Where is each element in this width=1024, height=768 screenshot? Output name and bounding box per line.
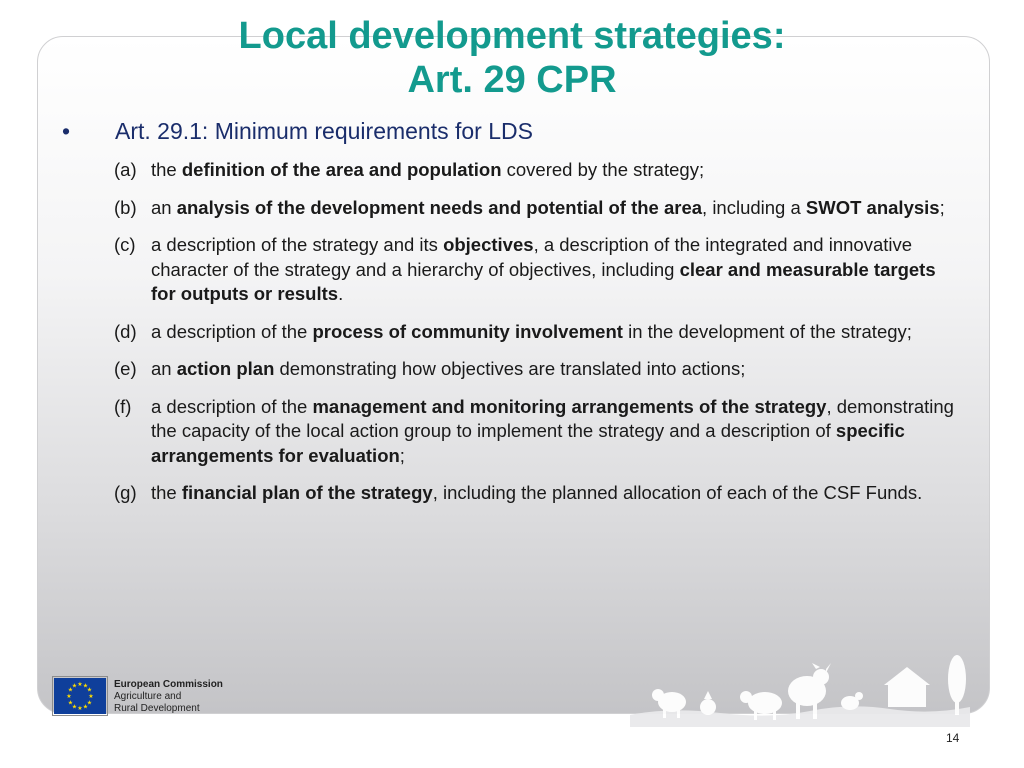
- list-item: [114, 357, 964, 382]
- eu-flag-icon: [54, 678, 106, 714]
- svg-text:★: ★: [71, 682, 78, 690]
- item-label: (e): [114, 358, 137, 379]
- item-bold-text: process of community involvement: [312, 320, 623, 342]
- org-dg-line-1: Agriculture and: [114, 691, 182, 702]
- org-dg-line-2: Rural Development: [114, 703, 200, 714]
- item-bold-text: definition of the area and population: [181, 159, 502, 180]
- item-label: (f): [114, 395, 132, 417]
- ec-logo: [54, 678, 223, 714]
- svg-text:★: ★: [77, 705, 83, 712]
- item-text: ;: [399, 444, 405, 466]
- item-text: a description of the: [151, 320, 313, 342]
- list-item: [114, 320, 964, 345]
- item-label: (a): [114, 159, 137, 180]
- svg-text:★: ★: [77, 681, 83, 688]
- svg-text:★: ★: [86, 699, 93, 707]
- item-label: (c): [114, 234, 136, 255]
- requirements-list: [114, 158, 964, 519]
- item-text: , including a: [702, 196, 806, 218]
- org-name: European Commission: [114, 679, 223, 690]
- page-number: 14: [946, 731, 960, 745]
- item-label: (b): [114, 196, 137, 218]
- item-bold-text: specific arrangements for evaluation: [151, 420, 905, 466]
- item-bold-text: objectives: [443, 234, 534, 255]
- svg-text:★: ★: [86, 686, 93, 694]
- svg-text:★: ★: [82, 703, 89, 711]
- slide-title: [0, 14, 1024, 102]
- item-bold-text: financial plan of the strategy: [181, 482, 433, 503]
- item-text: an: [151, 358, 177, 379]
- item-bold-text: action plan: [176, 358, 275, 379]
- farm-animals-silhouette: [630, 655, 980, 732]
- svg-text:★: ★: [88, 693, 94, 700]
- list-item: [114, 196, 964, 221]
- item-text: the: [151, 482, 182, 503]
- item-text: in the development of the strategy;: [622, 320, 912, 342]
- item-text: , demonstrating the capacity of the local action group to implement the strategy and a description of: [151, 395, 954, 441]
- item-text: a description of the strategy and its: [151, 234, 444, 255]
- item-bold-text: clear and measurable targets for outputs or results: [151, 258, 936, 304]
- list-item: [114, 395, 964, 469]
- item-text: , including the planned allocation of each of the CSF Funds.: [432, 482, 923, 503]
- organisation-name: [114, 679, 223, 715]
- item-text: a description of the: [151, 395, 313, 417]
- item-text: covered by the strategy;: [501, 159, 705, 180]
- svg-text:★: ★: [67, 686, 74, 694]
- item-text: , a description of the integrated and innovative character of the strategy and a hierarchy of objectives, including: [151, 234, 913, 280]
- title-line-2: Art. 29 CPR: [407, 59, 617, 101]
- item-text: .: [338, 283, 344, 304]
- bullet-text: Art. 29.1: Minimum requirements for LDS: [115, 118, 533, 144]
- item-bold-text: SWOT analysis: [805, 196, 940, 218]
- item-label: (g): [114, 482, 137, 503]
- svg-text:★: ★: [71, 703, 78, 711]
- svg-text:★: ★: [66, 693, 72, 700]
- list-item: [114, 481, 964, 506]
- item-bold-text: management and monitoring arrangements of the strategy: [312, 395, 827, 417]
- list-item: [114, 233, 964, 307]
- svg-text:★: ★: [67, 699, 74, 707]
- item-text: the: [151, 159, 182, 180]
- svg-text:★: ★: [82, 682, 89, 690]
- title-line-1: Local development strategies:: [238, 15, 786, 57]
- item-text: demonstrating how objectives are translated into actions;: [274, 358, 746, 379]
- item-label: (d): [114, 320, 137, 342]
- item-bold-text: analysis of the development needs and potential of the area: [176, 196, 703, 218]
- bullet-symbol: •: [62, 118, 71, 144]
- list-item: [114, 158, 964, 183]
- item-text: an: [151, 196, 177, 218]
- item-text: ;: [939, 196, 945, 218]
